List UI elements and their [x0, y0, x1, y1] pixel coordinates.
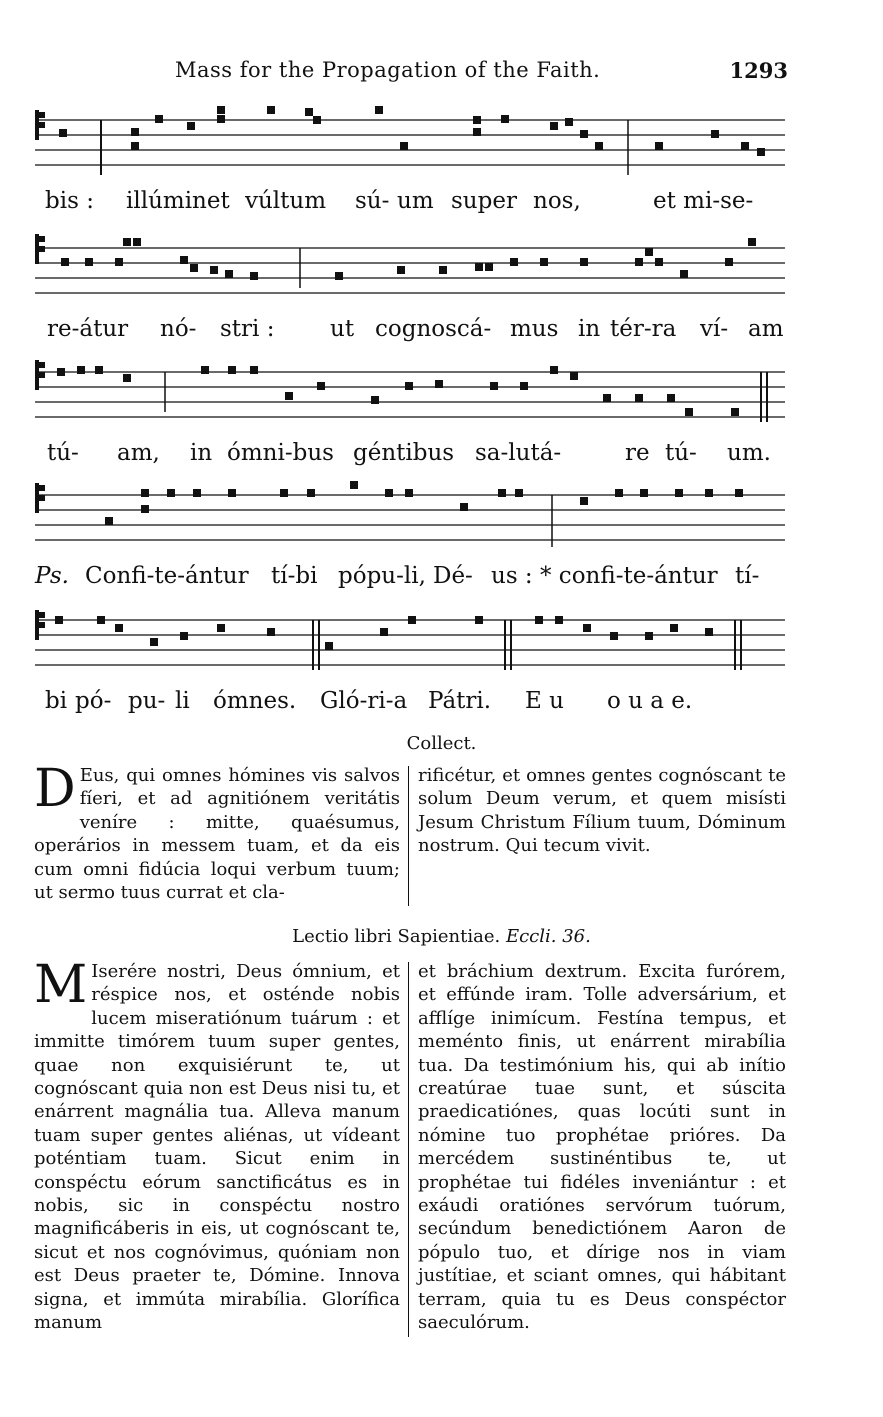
syllable: us :	[491, 563, 533, 589]
syllable: tú-	[47, 440, 79, 466]
syllable: E u	[525, 688, 564, 714]
syllable: um	[397, 188, 434, 214]
collect-text-left: Eus, qui omnes hómines vis salvos fíeri, et ad agnitiónem veritátis veníre : mitte, quaésumus, operários in messem tuam, et da eis cum omni fidúcia loqui verbum tuum; ut sermo tuus currat et cla-	[34, 765, 400, 904]
lesson-left-column	[34, 955, 400, 1335]
collect-text-right: rificétur, et omnes gentes cognóscant te solum Deum verum, et quem misísti Jesum Christum Fílium tuum, Dóminum nostrum. Qui tecum vivit.	[418, 765, 786, 857]
syllable: in	[578, 316, 601, 342]
syllable: ómni-bus	[227, 440, 334, 466]
chant-staff-1	[35, 100, 785, 170]
syllable: Confi-te-ántur	[85, 563, 249, 589]
syllable: pópu-li,	[338, 563, 426, 589]
lesson-title: Lectio libri Sapientiae.	[292, 926, 501, 947]
syllable: tér-ra	[610, 316, 677, 342]
lesson-heading	[0, 926, 883, 947]
collect-dropcap: D	[34, 759, 76, 819]
psalm-marker: Ps.	[35, 563, 69, 589]
syllable: ví-	[700, 316, 729, 342]
chant-staff-5	[35, 600, 785, 670]
syllable: vúltum	[245, 188, 327, 214]
lesson-right-column	[418, 960, 786, 1335]
syllable: Dé-	[433, 563, 473, 589]
page-header	[0, 58, 883, 94]
staff-notation-4	[35, 475, 785, 555]
syllable: pó-	[75, 688, 112, 714]
syllable: bi	[45, 688, 68, 714]
syllable: tú-	[665, 440, 697, 466]
staff-notation-3	[35, 352, 785, 432]
syllable: bis :	[45, 188, 94, 214]
syllable: re-átur	[47, 316, 129, 342]
lesson-divider	[408, 962, 409, 1337]
syllable: pu-	[128, 688, 166, 714]
lesson-text-left: Iserére nostri, Deus ómnium, et réspice nos, et osténde nobis lucem miseratiónum tuárum : et immitte timórem tuum super gentes, quae non exquisiérunt te, ut cognóscant quia non est Deus nisi tu, et enárrent magnália tua. Alleva manum tuam super gentes aliénas, ut vídeant poténtiam tuam. Sicut enim in conspéctu eórum sanctificátus es in nobis, sic in conspéctu nostro magnificáberis in eis, ut cognóscant te, sicut et nos cognóvimus, quóniam non est Deus praeter te, Dómine. Innova signa, et immúta mirabília. Glorífica manum	[34, 961, 400, 1334]
syllable: Gló-ri-a	[320, 688, 408, 714]
page-title: Mass for the Propagation of the Faith.	[175, 58, 601, 82]
staff-notation-5	[35, 600, 785, 680]
syllable: géntibus	[353, 440, 455, 466]
syllable: nó-	[160, 316, 197, 342]
collect-right-column	[418, 764, 786, 858]
syllable: cognoscá-	[375, 316, 492, 342]
syllable: illúminet	[126, 188, 230, 214]
syllable: am	[748, 316, 784, 342]
syllable: mus	[510, 316, 559, 342]
syllable: sú-	[355, 188, 390, 214]
syllable: o u a e.	[607, 688, 693, 714]
syllable: ómnes.	[213, 688, 297, 714]
staff-notation-1	[35, 100, 785, 180]
syllable: super	[451, 188, 517, 214]
chant-staff-2	[35, 228, 785, 298]
lesson-dropcap: M	[34, 955, 88, 1015]
syllable: sa-lutá-	[475, 440, 562, 466]
syllable: tí-	[735, 563, 760, 589]
lesson-reference: Eccli. 36.	[505, 926, 591, 947]
syllable: re	[625, 440, 650, 466]
collect-heading: Collect.	[406, 733, 477, 754]
syllable: Pátri.	[428, 688, 492, 714]
collect-divider	[408, 766, 409, 906]
staff-notation-2	[35, 228, 785, 308]
syllable: ut	[330, 316, 355, 342]
syllable: um.	[727, 440, 771, 466]
syllable: * confi-te-ántur	[540, 563, 718, 589]
chant-staff-4	[35, 475, 785, 545]
chant-staff-3	[35, 352, 785, 422]
syllable: am,	[117, 440, 160, 466]
syllable: li	[175, 688, 190, 714]
syllable: stri :	[220, 316, 275, 342]
collect-left-column	[34, 759, 400, 904]
syllable: tí-bi	[271, 563, 318, 589]
syllable: nos,	[533, 188, 581, 214]
page-number: 1293	[729, 58, 788, 83]
lesson-text-right: et bráchium dextrum. Excita furórem, et effúnde iram. Tolle adversárium, et afflíge inimícum. Festína tempus, et meménto finis, ut enárrent mirabília tua. Da testimónium his, qui ab inítio creatúrae tuae sunt, et súscita praedicatiónes, quas locúti sunt in nómine tuo prophétae prióres. Da mercédem sustinéntibus te, ut prophétae tui fidéles inveniántur : et exáudi oratiónes servórum tuórum, secúndum benedictiónem Aaron de pópulo tuo, et dírige nos in viam justítiae, et sciant omnes, qui hábitant terram, quia tu es Deus conspéctor saeculórum.	[418, 961, 786, 1334]
syllable: in	[190, 440, 213, 466]
syllable: et mi-se-	[653, 188, 754, 214]
